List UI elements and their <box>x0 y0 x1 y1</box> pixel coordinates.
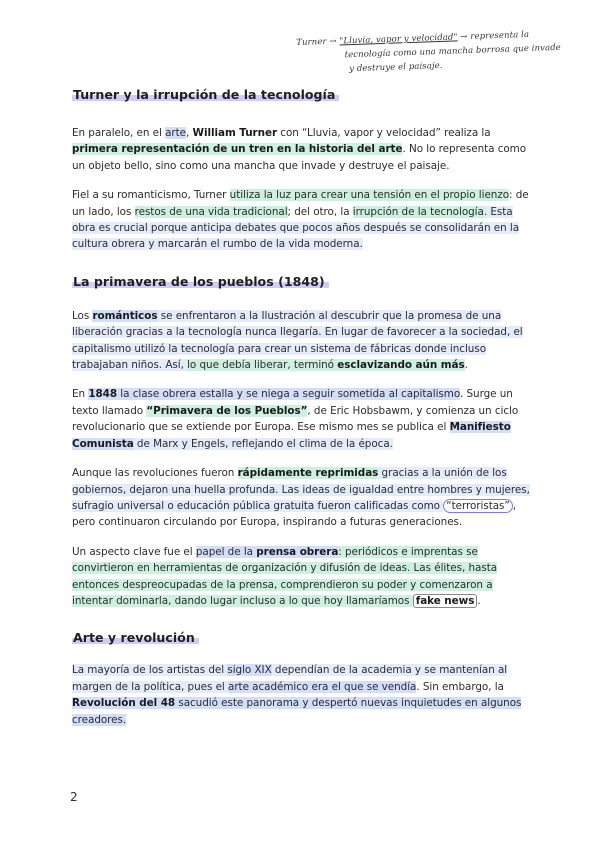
note-line3: y destruye el paisaje. <box>349 60 443 75</box>
paragraph-primavera-2: En 1848 la clase obrera estalla y se niega a seguir sometida al capitalismo. Surge un texto llamado “Primavera de los Pueblos”, de Eric Hobsbawm, y comienza un ciclo revolucionario que se extiende por Europa. Ese mismo mes se publica el Manifiesto Comunista de Marx y Engels, reflejando el clima de la época. <box>72 388 519 450</box>
note-quoted-title: "Lluvia, vapor y velocidad" <box>339 32 458 47</box>
section-heading-turner: Turner y la irrupción de la tecnología <box>72 87 339 102</box>
paragraph-primavera-1: Los románticos se enfrentaron a la Ilustración al descubrir que la promesa de una liberación gracias a la tecnología nunca llegaría. En lugar de favorecer a la sociedad, el capitalismo utilizó la tecnología para crear un sistema de fábricas donde incluso trabajaban niños. Así, lo que debía liberar, terminó esclavizando aún más. <box>72 309 523 372</box>
page-number: 2 <box>70 790 78 804</box>
notes-body <box>72 82 532 741</box>
section-heading-arte: Arte y revolución <box>72 630 199 645</box>
paragraph-primavera-3: Aunque las revoluciones fueron rápidamente reprimidas gracias a la unión de los gobiernos, dejaron una huella profunda. Las ideas de igualdad entre hombres y mujeres, sufragio universal o educación pública gratuita fueron calificadas como “terroristas” , pero continuaron circulando por Europa, inspirando a futuras generaciones. <box>72 467 530 529</box>
note-line2: tecnología como una mancha borrosa que invade <box>344 42 562 61</box>
section-heading-primavera: La primavera de los pueblos (1848) <box>72 274 329 289</box>
section-heading-wrap <box>72 271 532 290</box>
paragraph-turner-2: Fiel a su romanticismo, Turner utiliza la luz para crear una tensión en el propio lienzo: de un lado, los restos de una vida tradicional; del otro, la irrupción de la tecnología. Esta obra es crucial porque anticipa debates que pocos años después se consolidarán en la cultura obrera y marcarán el rumbo de la vida moderna. <box>72 189 529 251</box>
handwritten-note <box>296 26 587 78</box>
paragraph-arte-1: La mayoría de los artistas del siglo XIX dependían de la academia y se mantenían al margen de la política, pues el arte académico era el que se vendía. Sin embargo, la Revolución del 48 sacudió este panorama y despertó nuevas inquietudes en algunos creadores. <box>72 664 522 726</box>
paragraph-primavera-4: Un aspecto clave fue el papel de la prensa obrera: periódicos e imprentas se convirtieron en herramientas de organización y difusión de ideas. Las élites, hasta entonces despreocupadas de la prensa, comprendieron su poder y comenzaron a intentar dominarla, dando lugar incluso a lo que hoy llamaríamos fake news . <box>72 545 498 607</box>
section-heading-wrap <box>72 627 532 646</box>
paragraph-turner-1: En paralelo, en el arte, William Turner con “Lluvia, vapor y velocidad” realiza la primera representación de un tren en la historia del arte. No lo representa como un objeto bello, sino como una mancha que invade y destruye el paisaje. <box>72 127 527 172</box>
section-heading-wrap <box>72 84 532 103</box>
note-line1-rest: → representa la <box>460 29 530 43</box>
note-label: Turner → <box>296 36 337 48</box>
